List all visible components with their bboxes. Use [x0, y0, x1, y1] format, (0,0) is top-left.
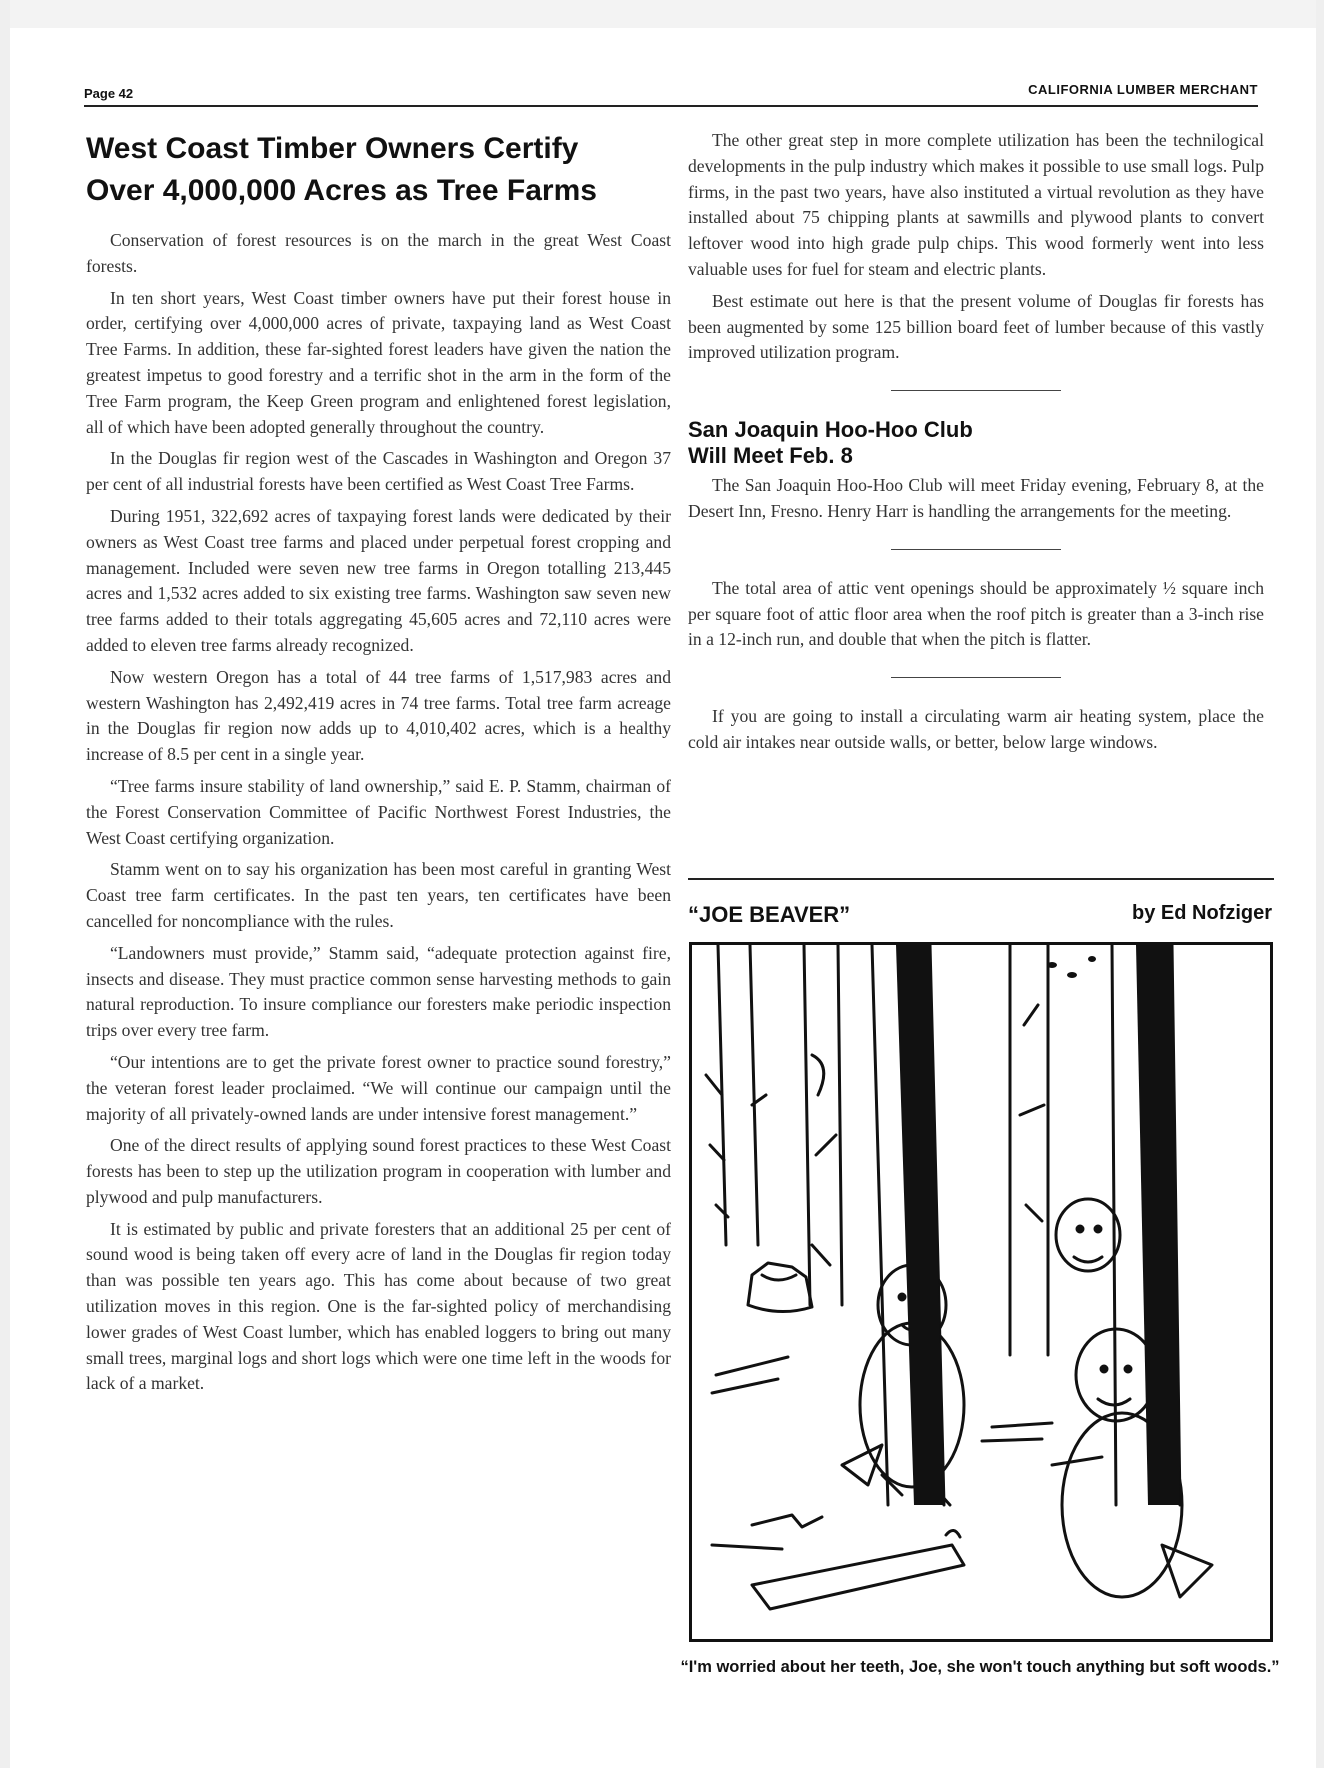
hoo-hoo-headline-line-1: San Joaquin Hoo-Hoo Club — [688, 417, 973, 443]
ground-strokes — [712, 1357, 1102, 1549]
header-rule — [84, 105, 1258, 107]
right-column — [688, 128, 1264, 762]
article-paragraph: Now western Oregon has a total of 44 tree farms of 1,517,983 acres and western Washington has 2,492,419 acres in 74 tree farms. Total tree farm acreage in the Douglas fir region now adds up to 4,010,402 acres, which is a healthy increase of 8.5 per cent in a single year. — [86, 666, 671, 765]
left-column — [86, 128, 671, 1403]
section-divider — [891, 390, 1061, 391]
running-head — [84, 82, 1258, 106]
section-divider — [891, 549, 1061, 550]
page-number: Page 42 — [84, 86, 134, 101]
hoo-hoo-headline-line-2: Will Meet Feb. 8 — [688, 443, 853, 469]
hoo-hoo-headline — [688, 417, 1264, 469]
tree-left-trunk — [718, 945, 758, 1245]
cartoon-title: “JOE BEAVER” — [688, 902, 851, 927]
section-divider — [891, 677, 1061, 678]
filler-paragraph-heating: If you are going to install a circulating warm air heating system, place the cold air intakes near outside walls, or better, below large windows. — [688, 706, 1264, 752]
article-paragraph: In ten short years, West Coast timber owners have put their forest house in order, certifying over 4,000,000 acres of private, taxpaying land as West Coast Tree Farms. In addition, these far-sighted forest leaders have given the nation the greatest impetus to good forestry and a terrific shot in the arm in the form of the Tree Farm program, the Keep Green program and enlightened forest legislation, all of which have been adopted generally throughout the country. — [86, 287, 671, 437]
filler-paragraph-attic-vents: The total area of attic vent openings should be approximately ½ square inch per square foot of attic floor area when the roof pitch is greater than a 3-inch rise in a 12-inch run, and double that when the pitch is flatter. — [688, 577, 1264, 650]
article-paragraph: “Tree farms insure stability of land ownership,” said E. P. Stamm, chairman of the Forest Conservation Committee of Pacific Northwest Forest Industries, the West Coast certifying organization. — [86, 775, 671, 848]
headline-line-1: West Coast Timber Owners Certify — [86, 132, 579, 165]
scan-edge-right — [1316, 0, 1324, 1768]
article-paragraph: Best estimate out here is that the present volume of Douglas fir forests has been augmented by some 125 billion board feet of lumber because of this vastly improved utilization program. — [688, 290, 1264, 363]
fallen-log — [752, 1545, 964, 1609]
hoo-hoo-paragraph: The San Joaquin Hoo-Hoo Club will meet Friday evening, February 8, at the Desert Inn, Fresno. Henry Harr is handling the arrangements for the meeting. — [688, 475, 1264, 521]
tree-middle-shadow — [896, 945, 944, 1505]
article-paragraph: During 1951, 322,692 acres of taxpaying forest lands were dedicated by their owners as West Coast tree farms and placed under perpetual forest cropping and management. Included were seven new tree farms in Oregon totalling 213,445 acres and 1,532 acres added to six existing tree farms. Washington saw seven new tree farms added to their totals aggregating 45,605 acres and 72,110 acres were added to eleven tree farms already recognized. — [86, 505, 671, 655]
cartoon-top-rule — [688, 878, 1274, 880]
article-paragraph: The other great step in more complete utilization has been the technilogical developments in the pulp industry which makes it possible to use small logs. Pulp firms, in the past two years, have also instituted a virtual revolution as they have installed about 75 chipping plants at sawmills and plywood plants to convert leftover wood into high grade pulp chips. This wood formerly went into less valuable uses for fuel for steam and electric plants. — [688, 130, 1264, 279]
scan-edge-top — [0, 0, 1324, 28]
article-headline — [86, 128, 671, 212]
article-paragraph: Stamm went on to say his organization has been most careful in granting West Coast tree farm certificates. In the past ten years, ten certificates have been cancelled for noncompliance with the rules. — [86, 859, 671, 931]
article-paragraph: It is estimated by public and private foresters that an additional 25 per cent of sound wood is being taken off every acre of land in the Douglas fir region today than was possible ten years ago. This has come about because of two great utilization moves in this region. One is the far-sighted policy of merchandising lower grades of West Coast lumber, which has enabled loggers to bring out many small trees, marginal logs and short logs which were one time left in the woods for lack of a market. — [86, 1218, 671, 1394]
cartoon-panel — [689, 942, 1273, 1642]
scan-edge-left — [0, 0, 10, 1768]
publication-name: CALIFORNIA LUMBER MERCHANT — [1028, 82, 1258, 97]
tree-second-trunk — [804, 945, 842, 1305]
tree-right-trunk — [1010, 945, 1048, 1355]
cartoon-drawing — [692, 945, 1270, 1639]
article-paragraph: One of the direct results of applying sound forest practices to these West Coast forests has been to step up the utilization program in cooperation with lumber and plywood and pulp manufacturers. — [86, 1135, 671, 1207]
article-paragraph: “Landowners must provide,” Stamm said, “adequate protection against fire, insects and disease. They must practice common sense harvesting methods to gain natural reproduction. To insure compliance our foresters make periodic inspection trips over every tree farm. — [86, 942, 671, 1041]
cartoon-caption: “I'm worried about her teeth, Joe, she won't touch anything but soft woods.” — [680, 1658, 1280, 1676]
cartoon-byline: by Ed Nofziger — [1131, 902, 1272, 924]
tree-stump — [748, 1263, 812, 1312]
article-paragraph: Conservation of forest resources is on the march in the great West Coast forests. — [86, 230, 671, 276]
article-paragraph: In the Douglas fir region west of the Cascades in Washington and Oregon 37 per cent of all industrial forests have been certified as West Coast Tree Farms. — [86, 448, 671, 495]
headline-line-2: Over 4,000,000 Acres as Tree Farms — [86, 174, 597, 207]
article-paragraph: “Our intentions are to get the private forest owner to practice sound forestry,” the veteran forest leader proclaimed. “We will continue our campaign until the majority of all privately-owned lands are under intensive forest management.” — [86, 1051, 671, 1124]
